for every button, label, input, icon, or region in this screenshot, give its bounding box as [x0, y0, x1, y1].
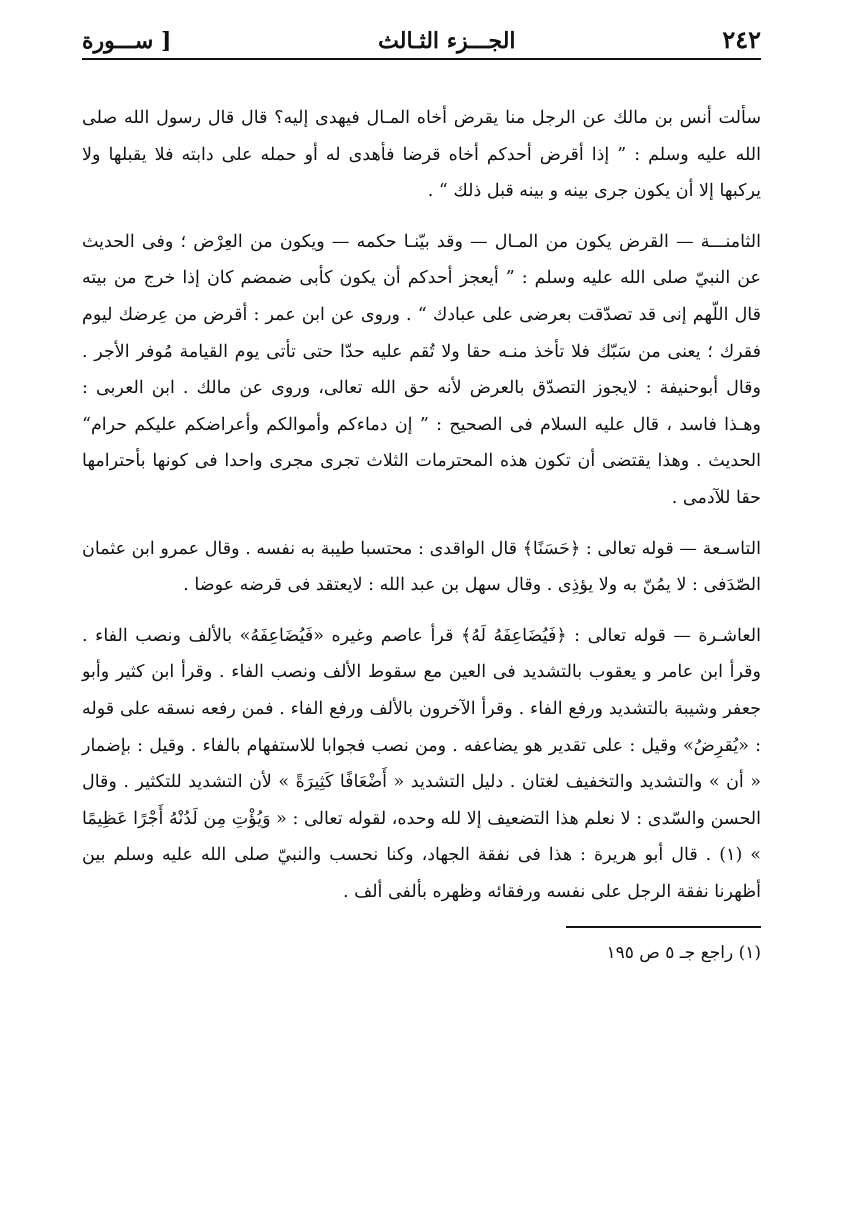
running-title: الجـــزء الثـالث [378, 28, 516, 54]
running-surah: [ ســـورة [82, 28, 172, 54]
paragraph: التاسـعة — قوله تعالى : ﴿حَسَنًا﴾ قال الواقدى : محتسبا طيبة به نفسه . وقال عمرو ابن عثمان الصّدَفى : لا يمُنّ به ولا يؤذِى . وقال سهل بن عبد الله : لايعتقد فى قرضه عوضا . [82, 538, 761, 596]
paragraph: سألت أنس بن مالك عن الرجل منا يقرض أخاه المـال فيهدى إليه؟ قال قال رسول الله صلى الله عليه وسلم : ” إذا أقرض أحدكم أخاه قرضا فأهدى له أو حمله على دابته فلا يقبلها ولا يركبها إلا أن يكون جرى بينه و بينه قبل ذلك “ . [82, 108, 761, 202]
footnote-divider [566, 926, 761, 928]
page-header [82, 12, 761, 60]
page-body [82, 100, 761, 910]
paragraph: العاشـرة — قوله تعالى : ﴿فَيُضَاعِفَهُ لَهُ﴾ قرأ عاصم وغيره «فَيُضَاعِفَهُ» بالألف ونصب الفاء . وقرأ ابن عامر و يعقوب بالتشديد فى العين مع سقوط الألف ونصب الفاء . وقرأ ابن كثير وأبو جعفر وشيبة بالتشديد ورفع الفاء . وقرأ الآخرون بالألف ورفع الفاء . فمن رفعه نسقه على قوله : «يُقرِضُ» وقيل : على تقدير هو يضاعفه . ومن نصب فجوابا للاستفهام بالفاء . وقيل : بإضمار « أن » والتشديد والتخفيف لغتان . دليل التشديد « أَضْعَافًا كَثِيرَةً » لأن التشديد للتكثير . وقال الحسن والسّدى : لا نعلم هذا التضعيف إلا لله وحده، لقوله تعالى : « وَيُؤْتِ مِن لَدُنْهُ أَجْرًا عَظِيمًا » (١) . قال أبو هريرة : هذا فى نفقة الجهاد، وكنا نحسب والنبيّ صلى الله عليه وسلم بين أظهرنا نفقة الرجل على نفسه ورفقائه وظهره بألفى ألف . [82, 625, 761, 902]
paragraph: الثامنـــة — القرض يكون من المـال — وقد بيّنـا حكمه — ويكون من العِرْض ؛ وفى الحديث عن النبيّ صلى الله عليه وسلم : ” أيعجز أحدكم أن يكون كأبى ضمضم كان إذا خرج من بيته قال اللّهم إنى قد تصدّقت بعرضى على عبادك “ . وروى عن ابن عمر : أقرض من عِرضك ليوم فقرك ؛ يعنى من سَبّك فلا تأخذ منـه حقا ولا تُقم عليه حدّا حتى تأتى يوم القيامة مُوفر الأجر . وقال أبوحنيفة : لايجوز التصدّق بالعرض لأنه حق الله تعالى، وروى عن مالك . ابن العربى : وهـذا فاسد ، قال عليه السلام فى الصحيح : ” إن دماءكم وأموالكم وأعراضكم عليكم حرام“ الحديث . وهذا يقتضى أن تكون هذه المحترمات الثلاث تجرى مجرى واحدا فى كونها بأحترامها حقا للآدمى . [82, 231, 761, 508]
footnote: (١) راجع جـ ٥ ص ١٩٥ [606, 943, 761, 964]
page-number: ٢٤٢ [722, 25, 761, 54]
